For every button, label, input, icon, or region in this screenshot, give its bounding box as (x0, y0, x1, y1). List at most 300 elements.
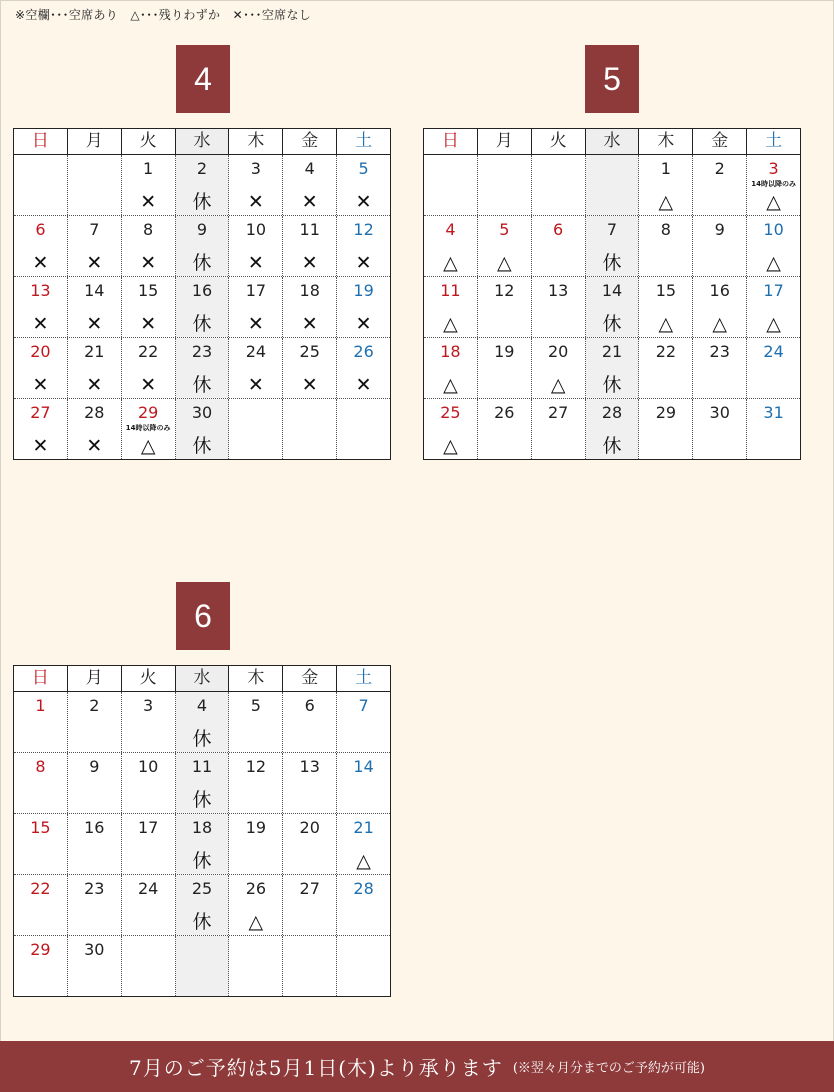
weekday-label: 火 (532, 129, 586, 154)
week-row (14, 277, 390, 338)
full-mark: ✕ (247, 252, 264, 274)
day-number: 11 (191, 757, 213, 776)
day-cell[interactable] (14, 277, 68, 337)
day-cell[interactable] (176, 277, 230, 337)
day-cell[interactable] (337, 814, 390, 874)
day-cell[interactable] (586, 216, 640, 276)
day-cell (283, 936, 337, 996)
day-number: 4 (445, 220, 456, 239)
day-number: 20 (547, 342, 569, 361)
weekday-label: 金 (283, 129, 337, 154)
weekday-label: 火 (122, 129, 176, 154)
weekday-label: 日 (424, 129, 478, 154)
day-number: 23 (709, 342, 730, 361)
day-number: 30 (191, 403, 213, 422)
day-cell[interactable] (14, 753, 68, 813)
day-number: 12 (494, 281, 515, 300)
day-cell[interactable] (478, 277, 532, 337)
day-number: 13 (547, 281, 569, 300)
day-cell[interactable] (122, 216, 176, 276)
day-cell (478, 155, 532, 215)
few-seats-mark: △ (496, 252, 512, 274)
day-number: 1 (143, 159, 154, 178)
few-seats-mark: △ (712, 313, 728, 335)
day-cell[interactable] (68, 875, 122, 935)
day-cell (68, 155, 122, 215)
day-number: 26 (494, 403, 515, 422)
full-mark: ✕ (86, 435, 103, 457)
day-number: 23 (191, 342, 213, 361)
day-cell[interactable] (532, 399, 586, 459)
day-number: 8 (660, 220, 671, 239)
day-cell[interactable] (337, 216, 390, 276)
day-number: 25 (440, 403, 461, 422)
day-cell[interactable] (14, 338, 68, 398)
full-mark: ✕ (301, 374, 318, 396)
full-mark: ✕ (301, 191, 318, 213)
day-cell[interactable] (532, 338, 586, 398)
day-number: 13 (299, 757, 320, 776)
day-cell[interactable] (693, 277, 747, 337)
day-number: 9 (196, 220, 208, 239)
day-number: 14 (353, 757, 374, 776)
full-mark: ✕ (140, 252, 157, 274)
few-seats-mark: △ (550, 374, 566, 396)
day-number: 19 (353, 281, 374, 300)
day-number: 30 (84, 940, 105, 959)
day-number: 14 (601, 281, 623, 300)
day-cell[interactable] (693, 155, 747, 215)
day-number: 27 (299, 879, 320, 898)
day-number: 28 (353, 879, 374, 898)
day-cell (176, 936, 230, 996)
calendar-april (13, 128, 391, 460)
closed-mark: 休 (192, 728, 212, 750)
few-seats-mark: △ (443, 252, 458, 274)
day-number: 27 (547, 403, 569, 422)
day-cell[interactable] (68, 277, 122, 337)
full-mark: ✕ (86, 313, 103, 335)
day-number: 15 (137, 281, 159, 300)
day-number: 4 (304, 159, 315, 178)
day-number: 17 (137, 818, 159, 837)
reservation-notice: 7月のご予約は5月1日(木)より承ります (129, 1056, 503, 1080)
day-cell[interactable] (229, 753, 283, 813)
day-number: 17 (763, 281, 784, 300)
day-number: 15 (655, 281, 677, 300)
day-number: 27 (30, 403, 51, 422)
full-mark: ✕ (32, 374, 49, 396)
weekday-label: 金 (283, 666, 337, 691)
day-number: 15 (30, 818, 51, 837)
few-seats-mark: △ (766, 313, 781, 335)
day-cell[interactable] (14, 814, 68, 874)
day-cell[interactable] (68, 753, 122, 813)
full-mark: ✕ (355, 313, 372, 335)
day-cell[interactable] (478, 216, 532, 276)
day-cell[interactable] (424, 399, 478, 459)
day-cell[interactable] (283, 814, 337, 874)
day-cell[interactable] (176, 814, 230, 874)
day-cell[interactable] (747, 277, 800, 337)
day-number: 10 (245, 220, 267, 239)
day-cell[interactable] (176, 753, 230, 813)
day-cell[interactable] (176, 399, 230, 459)
day-number: 5 (358, 159, 369, 178)
full-mark: ✕ (86, 374, 103, 396)
day-cell[interactable] (424, 338, 478, 398)
day-number: 26 (353, 342, 374, 361)
closed-mark: 休 (192, 252, 212, 274)
weekday-label: 月 (68, 666, 122, 691)
week-row (14, 692, 390, 753)
day-cell[interactable] (639, 155, 693, 215)
day-cell[interactable] (283, 338, 337, 398)
day-cell[interactable] (122, 753, 176, 813)
day-cell[interactable] (639, 277, 693, 337)
week-row (424, 338, 800, 399)
day-number: 6 (35, 220, 46, 239)
day-cell[interactable] (639, 216, 693, 276)
day-number: 31 (763, 403, 784, 422)
few-seats-mark: △ (766, 191, 781, 213)
day-cell[interactable] (693, 338, 747, 398)
day-number: 22 (137, 342, 159, 361)
day-cell (14, 155, 68, 215)
week-row (14, 875, 390, 936)
day-number: 19 (494, 342, 515, 361)
day-number: 2 (196, 159, 208, 178)
day-number: 25 (299, 342, 320, 361)
day-cell[interactable] (229, 814, 283, 874)
closed-mark: 休 (602, 435, 622, 457)
time-restriction-note: 14時以降のみ (751, 180, 796, 188)
availability-legend: ※空欄･･･空席あり △･･･残りわずか ✕･･･空席なし (15, 8, 312, 22)
day-number: 13 (30, 281, 51, 300)
day-cell[interactable] (68, 399, 122, 459)
day-number: 7 (358, 696, 369, 715)
few-seats-mark: △ (443, 374, 458, 396)
day-number: 6 (553, 220, 564, 239)
day-number: 5 (250, 696, 261, 715)
day-number: 6 (304, 696, 315, 715)
closed-mark: 休 (192, 435, 212, 457)
day-number: 16 (709, 281, 730, 300)
full-mark: ✕ (32, 252, 49, 274)
day-cell[interactable] (122, 399, 176, 459)
full-mark: ✕ (247, 313, 264, 335)
full-mark: ✕ (86, 252, 103, 274)
day-cell[interactable] (478, 338, 532, 398)
weekday-header (424, 129, 800, 155)
day-cell (229, 936, 283, 996)
day-number: 29 (30, 940, 51, 959)
day-cell[interactable] (68, 338, 122, 398)
day-number: 24 (245, 342, 267, 361)
weekday-header (14, 666, 390, 692)
month-label: 6 (194, 597, 212, 634)
day-cell[interactable] (337, 875, 390, 935)
day-number: 19 (245, 818, 267, 837)
closed-mark: 休 (192, 313, 212, 335)
day-cell[interactable] (747, 155, 800, 215)
full-mark: ✕ (140, 374, 157, 396)
closed-mark: 休 (602, 313, 622, 335)
day-number: 25 (191, 879, 213, 898)
day-number: 8 (35, 757, 46, 776)
day-number: 2 (714, 159, 725, 178)
few-seats-mark: △ (766, 252, 781, 274)
day-number: 4 (196, 696, 208, 715)
day-number: 23 (84, 879, 105, 898)
day-number: 20 (299, 818, 320, 837)
day-cell[interactable] (424, 216, 478, 276)
day-cell (532, 155, 586, 215)
day-cell[interactable] (532, 216, 586, 276)
weekday-label: 水 (176, 129, 230, 154)
month-label: 4 (194, 60, 212, 97)
day-cell[interactable] (229, 216, 283, 276)
day-cell[interactable] (532, 277, 586, 337)
day-cell[interactable] (14, 216, 68, 276)
weekday-label: 日 (14, 129, 68, 154)
day-cell[interactable] (639, 399, 693, 459)
closed-mark: 休 (192, 191, 212, 213)
weekday-label: 水 (586, 129, 640, 154)
day-number: 20 (30, 342, 51, 361)
weekday-label: 火 (122, 666, 176, 691)
day-cell (122, 936, 176, 996)
day-cell[interactable] (586, 277, 640, 337)
week-row (14, 155, 390, 216)
day-number: 9 (714, 220, 725, 239)
full-mark: ✕ (355, 191, 372, 213)
full-mark: ✕ (140, 191, 157, 213)
month-badge-april (176, 45, 230, 113)
week-row (14, 338, 390, 399)
day-cell[interactable] (229, 692, 283, 752)
closed-mark: 休 (192, 911, 212, 933)
day-cell[interactable] (122, 338, 176, 398)
weekday-label: 月 (68, 129, 122, 154)
few-seats-mark: △ (356, 850, 371, 872)
day-cell[interactable] (283, 692, 337, 752)
day-number: 7 (89, 220, 100, 239)
week-row (424, 399, 800, 459)
day-cell[interactable] (176, 875, 230, 935)
month-badge-may (585, 45, 639, 113)
closed-mark: 休 (192, 374, 212, 396)
day-number: 11 (299, 220, 320, 239)
day-number: 30 (709, 403, 730, 422)
full-mark: ✕ (140, 313, 157, 335)
few-seats-mark: △ (658, 191, 674, 213)
day-cell[interactable] (639, 338, 693, 398)
day-cell (283, 399, 337, 459)
day-cell[interactable] (14, 875, 68, 935)
day-number: 10 (137, 757, 159, 776)
day-number: 1 (660, 159, 671, 178)
day-number: 12 (353, 220, 374, 239)
day-number: 2 (89, 696, 100, 715)
full-mark: ✕ (32, 435, 49, 457)
day-cell[interactable] (14, 692, 68, 752)
day-cell[interactable] (176, 216, 230, 276)
day-cell[interactable] (747, 338, 800, 398)
day-cell (229, 399, 283, 459)
week-row (14, 216, 390, 277)
day-cell[interactable] (283, 155, 337, 215)
day-cell[interactable] (122, 155, 176, 215)
day-cell (586, 155, 640, 215)
week-row (14, 399, 390, 459)
weekday-header (14, 129, 390, 155)
day-cell[interactable] (14, 399, 68, 459)
day-cell[interactable] (693, 399, 747, 459)
full-mark: ✕ (32, 313, 49, 335)
day-cell[interactable] (229, 875, 283, 935)
day-cell[interactable] (283, 875, 337, 935)
day-number: 21 (353, 818, 374, 837)
day-cell[interactable] (283, 277, 337, 337)
day-number: 3 (768, 159, 779, 178)
day-cell[interactable] (283, 216, 337, 276)
day-number: 17 (245, 281, 267, 300)
day-number: 21 (601, 342, 623, 361)
full-mark: ✕ (301, 313, 318, 335)
day-cell[interactable] (747, 399, 800, 459)
day-cell[interactable] (176, 338, 230, 398)
day-cell[interactable] (229, 338, 283, 398)
day-cell[interactable] (337, 338, 390, 398)
day-number: 28 (601, 403, 623, 422)
weekday-label: 木 (229, 666, 283, 691)
month-label: 5 (603, 60, 621, 97)
day-cell (337, 399, 390, 459)
full-mark: ✕ (355, 374, 372, 396)
day-cell[interactable] (693, 216, 747, 276)
day-number: 24 (763, 342, 784, 361)
day-number: 7 (606, 220, 618, 239)
weekday-label: 木 (639, 129, 693, 154)
day-cell[interactable] (586, 399, 640, 459)
day-number: 29 (655, 403, 677, 422)
weekday-label: 土 (765, 131, 783, 151)
day-cell[interactable] (68, 692, 122, 752)
day-number: 18 (440, 342, 461, 361)
day-cell (424, 155, 478, 215)
day-cell[interactable] (68, 216, 122, 276)
day-cell[interactable] (68, 936, 122, 996)
day-number: 5 (499, 220, 510, 239)
day-number: 24 (137, 879, 159, 898)
day-number: 3 (250, 159, 261, 178)
day-number: 16 (191, 281, 213, 300)
day-cell[interactable] (229, 277, 283, 337)
closed-mark: 休 (602, 252, 622, 274)
closed-mark: 休 (192, 789, 212, 811)
day-cell (337, 936, 390, 996)
day-cell[interactable] (176, 692, 230, 752)
few-seats-mark: △ (140, 435, 156, 457)
day-cell[interactable] (424, 277, 478, 337)
day-number: 14 (84, 281, 105, 300)
calendar-june (13, 665, 391, 997)
day-cell[interactable] (229, 155, 283, 215)
day-cell[interactable] (14, 936, 68, 996)
week-row (424, 277, 800, 338)
calendar-may (423, 128, 801, 460)
day-cell[interactable] (337, 277, 390, 337)
week-row (14, 814, 390, 875)
full-mark: ✕ (301, 252, 318, 274)
closed-mark: 休 (602, 374, 622, 396)
day-cell[interactable] (586, 338, 640, 398)
weekday-label: 日 (14, 666, 68, 691)
full-mark: ✕ (355, 252, 372, 274)
day-number: 11 (440, 281, 461, 300)
weekday-label: 月 (478, 129, 532, 154)
reservation-notice-bar (0, 1041, 834, 1092)
day-cell[interactable] (122, 277, 176, 337)
day-number: 28 (84, 403, 105, 422)
full-mark: ✕ (247, 374, 264, 396)
full-mark: ✕ (247, 191, 264, 213)
day-number: 12 (245, 757, 267, 776)
day-number: 3 (143, 696, 154, 715)
day-cell[interactable] (122, 875, 176, 935)
day-cell[interactable] (337, 753, 390, 813)
day-cell[interactable] (747, 216, 800, 276)
weekday-label: 土 (355, 668, 373, 688)
weekday-label: 土 (355, 131, 373, 151)
few-seats-mark: △ (443, 435, 458, 457)
few-seats-mark: △ (658, 313, 674, 335)
day-number: 16 (84, 818, 105, 837)
week-row (424, 155, 800, 216)
day-number: 18 (299, 281, 320, 300)
day-number: 29 (137, 403, 159, 422)
reservation-note: (※翌々月分までのご予約が可能) (512, 1061, 705, 1076)
day-number: 10 (763, 220, 784, 239)
few-seats-mark: △ (443, 313, 458, 335)
day-cell[interactable] (122, 692, 176, 752)
weekday-label: 金 (693, 129, 747, 154)
day-number: 22 (655, 342, 677, 361)
day-cell[interactable] (122, 814, 176, 874)
day-cell[interactable] (337, 155, 390, 215)
day-number: 8 (143, 220, 154, 239)
weekday-label: 水 (176, 666, 230, 691)
day-number: 18 (191, 818, 213, 837)
day-number: 26 (245, 879, 267, 898)
week-row (14, 936, 390, 996)
closed-mark: 休 (192, 850, 212, 872)
day-number: 1 (35, 696, 46, 715)
day-number: 21 (84, 342, 105, 361)
day-number: 22 (30, 879, 51, 898)
day-cell[interactable] (337, 692, 390, 752)
month-badge-june (176, 582, 230, 650)
day-cell[interactable] (68, 814, 122, 874)
day-cell[interactable] (176, 155, 230, 215)
few-seats-mark: △ (248, 911, 264, 933)
time-restriction-note: 14時以降のみ (125, 424, 171, 432)
day-cell[interactable] (478, 399, 532, 459)
week-row (14, 753, 390, 814)
day-cell[interactable] (283, 753, 337, 813)
week-row (424, 216, 800, 277)
